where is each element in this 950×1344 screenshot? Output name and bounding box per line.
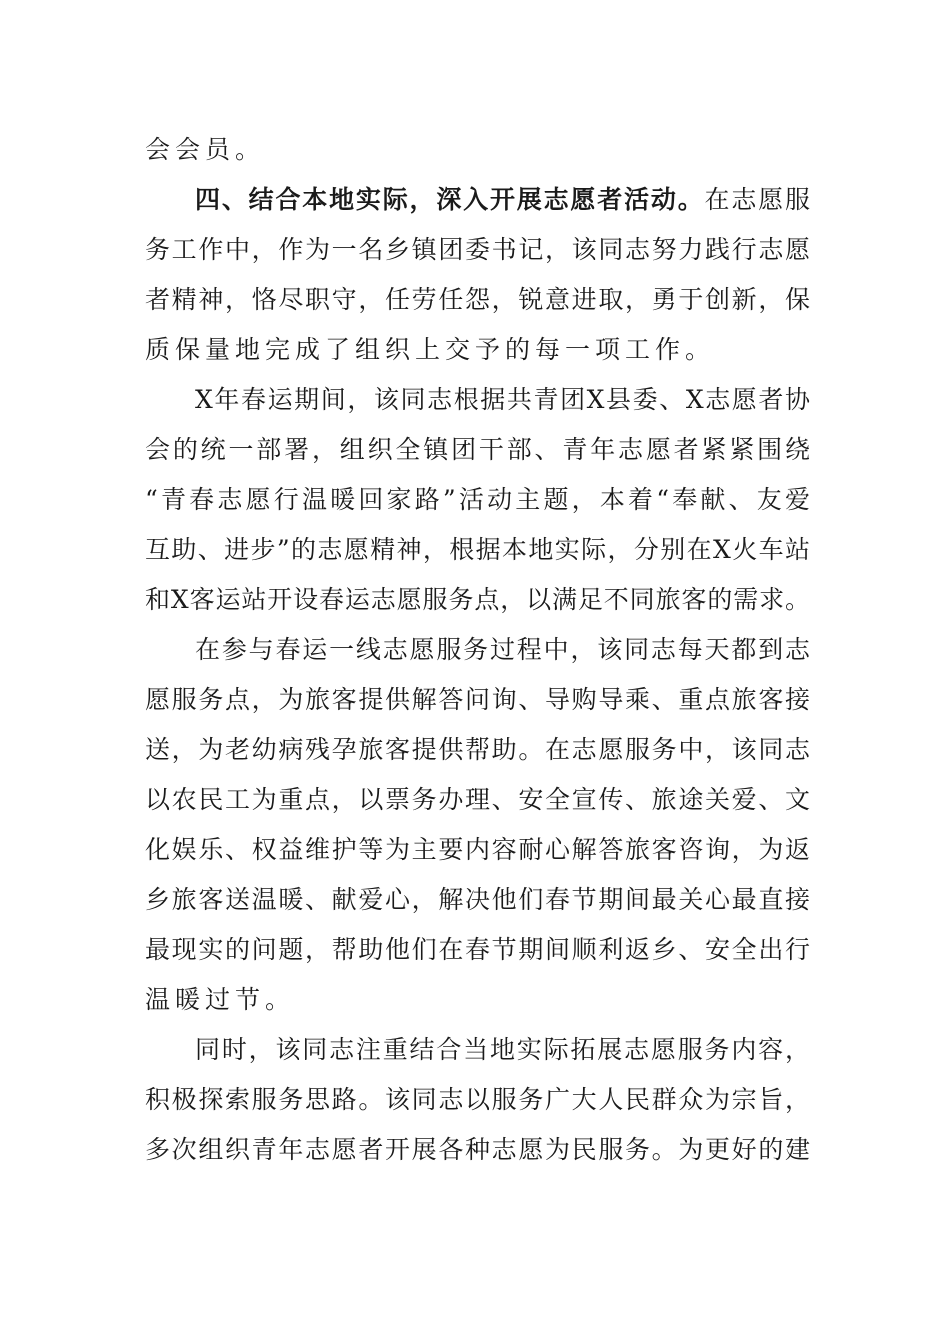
text-fragment: 在志愿服	[704, 185, 810, 214]
section-heading: 四、结合本地实际，深入开展志愿者活动。	[195, 185, 705, 214]
text-line: 乡旅客送温暖、献爱心，解决他们春节期间最关心最直接	[145, 885, 810, 914]
text-line: 和X客运站开设春运志愿服务点，以满足不同旅客的需求。	[145, 585, 810, 614]
text-line: 温暖过节。	[145, 985, 296, 1014]
text-line: 同时，该同志注重结合当地实际拓展志愿服务内容，	[195, 1035, 810, 1064]
text-line: 务工作中，作为一名乡镇团委书记，该同志努力践行志愿	[145, 235, 810, 264]
text-line: X年春运期间，该同志根据共青团X县委、X志愿者协	[195, 385, 810, 414]
text-line: 多次组织青年志愿者开展各种志愿为民服务。为更好的建	[145, 1135, 810, 1164]
text-line: 会的统一部署，组织全镇团干部、青年志愿者紧紧围绕	[145, 435, 810, 464]
paragraph-line	[195, 180, 810, 220]
text-line: 送，为老幼病残孕旅客提供帮助。在志愿服务中，该同志	[145, 735, 810, 764]
text-line: 在参与春运一线志愿服务过程中，该同志每天都到志	[195, 635, 810, 664]
text-line: 会会员。	[145, 135, 266, 164]
text-line: 以农民工为重点，以票务办理、安全宣传、旅途关爱、文	[145, 785, 810, 814]
text-line: 化娱乐、权益维护等为主要内容耐心解答旅客咨询，为返	[145, 835, 810, 864]
text-line: 互助、进步”的志愿精神，根据本地实际，分别在X火车站	[145, 535, 810, 564]
text-line: 最现实的问题，帮助他们在春节期间顺利返乡、安全出行	[145, 935, 810, 964]
text-line: 者精神，恪尽职守，任劳任怨，锐意进取，勇于创新，保	[145, 285, 810, 314]
text-line: 质保量地完成了组织上交予的每一项工作。	[145, 335, 716, 364]
text-line: 愿服务点，为旅客提供解答问询、导购导乘、重点旅客接	[145, 685, 810, 714]
text-line: “青春志愿行温暖回家路”活动主题，本着“奉献、友爱	[145, 485, 810, 514]
text-line: 积极探索服务思路。该同志以服务广大人民群众为宗旨，	[145, 1085, 810, 1114]
